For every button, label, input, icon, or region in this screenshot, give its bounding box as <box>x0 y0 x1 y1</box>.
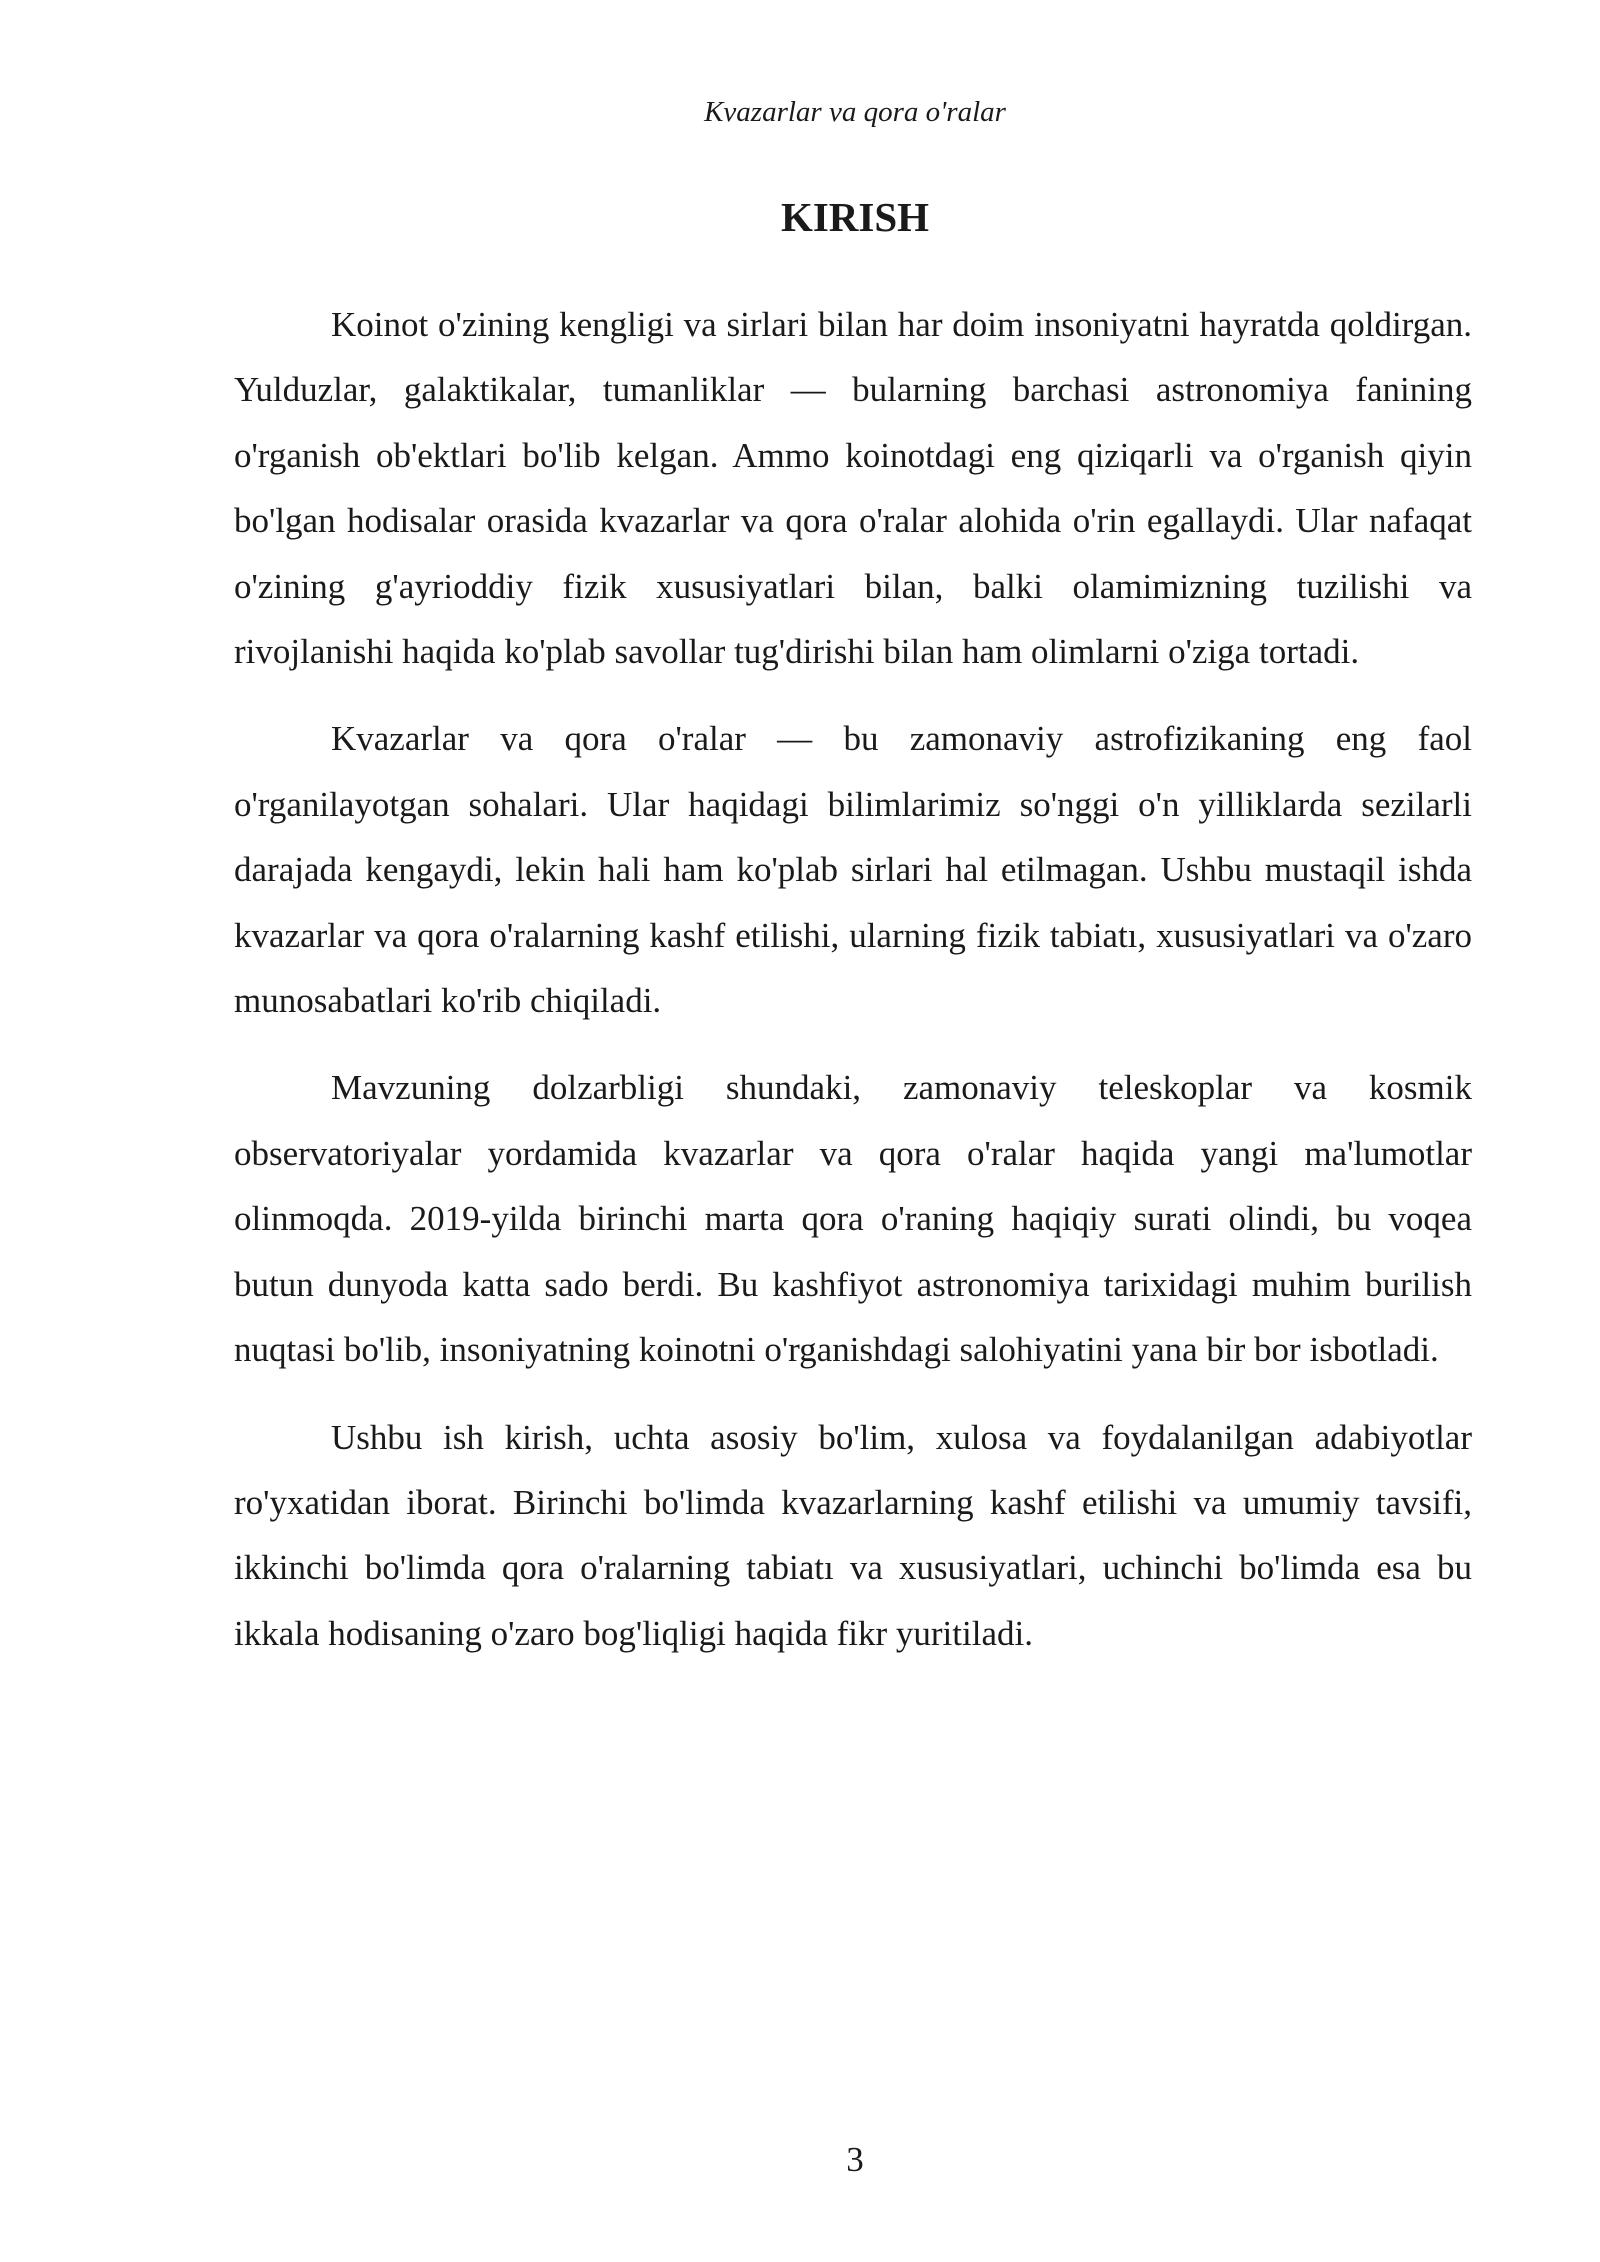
paragraph: Mavzuning dolzarbligi shundaki, zamonaviy teleskoplar va kosmik observatoriyalar yordamida kvazarlar va qora o'ralar haqida yangi ma'lumotlar olinmoqda. 2019-yilda birinchi marta qora o'raning haqiqiy surati olindi, bu voqea butun dunyoda katta sado berdi. Bu kashfiyot astronomiya tarixidagi muhim burilish nuqtasi bo'lib, insoniyatning koinotni o'rganishdagi salohiyatini yana bir bor isbotladi. <box>234 1068 1472 1370</box>
running-header: Kvazarlar va qora o'ralar <box>704 96 1006 128</box>
paragraph: Koinot o'zining kengligi va sirlari bilan har doim insoniyatni hayratda qoldirgan. Yulduzlar, galaktikalar, tumanliklar — bularning barchasi astronomiya fanining o'rganish ob'ektlari bo'lib kelgan. Ammo koinotdagi eng qiziqarli va o'rganish qiyin bo'lgan hodisalar orasida kvazarlar va qora o'ralar alohida o'rin egallaydi. Ular nafaqat o'zining g'ayrioddiy fizik xususiyatlari bilan, balki olamimizning tuzilishi va rivojlanishi haqida ko'plab savollar tug'dirishi bilan ham olimlarni o'ziga tortadi. <box>234 305 1472 672</box>
section-title: KIRISH <box>780 194 930 240</box>
body-text <box>234 292 1472 1688</box>
page-number: 3 <box>846 2140 864 2179</box>
paragraph: Kvazarlar va qora o'ralar — bu zamonaviy astrofizikaning eng faol o'rganilayotgan sohalari. Ular haqidagi bilimlarimiz so'nggi o'n yilliklarda sezilarli darajada kengaydi, lekin hali ham ko'plab sirlari hal etilmagan. Ushbu mustaqil ishda kvazarlar va qora o'ralarning kashf etilishi, ularning fizik tabiatı, xususiyatlari va o'zaro munosabatlari ko'rib chiqiladi. <box>234 719 1472 1021</box>
paragraph: Ushbu ish kirish, uchta asosiy bo'lim, xulosa va foydalanilgan adabiyotlar ro'yxatidan iborat. Birinchi bo'limda kvazarlarning kashf etilishi va umumiy tavsifi, ikkinchi bo'limda qora o'ralarning tabiatı va xususiyatlari, uchinchi bo'limda esa bu ikkala hodisaning o'zaro bog'liqligi haqida fikr yuritiladi. <box>234 1417 1472 1653</box>
